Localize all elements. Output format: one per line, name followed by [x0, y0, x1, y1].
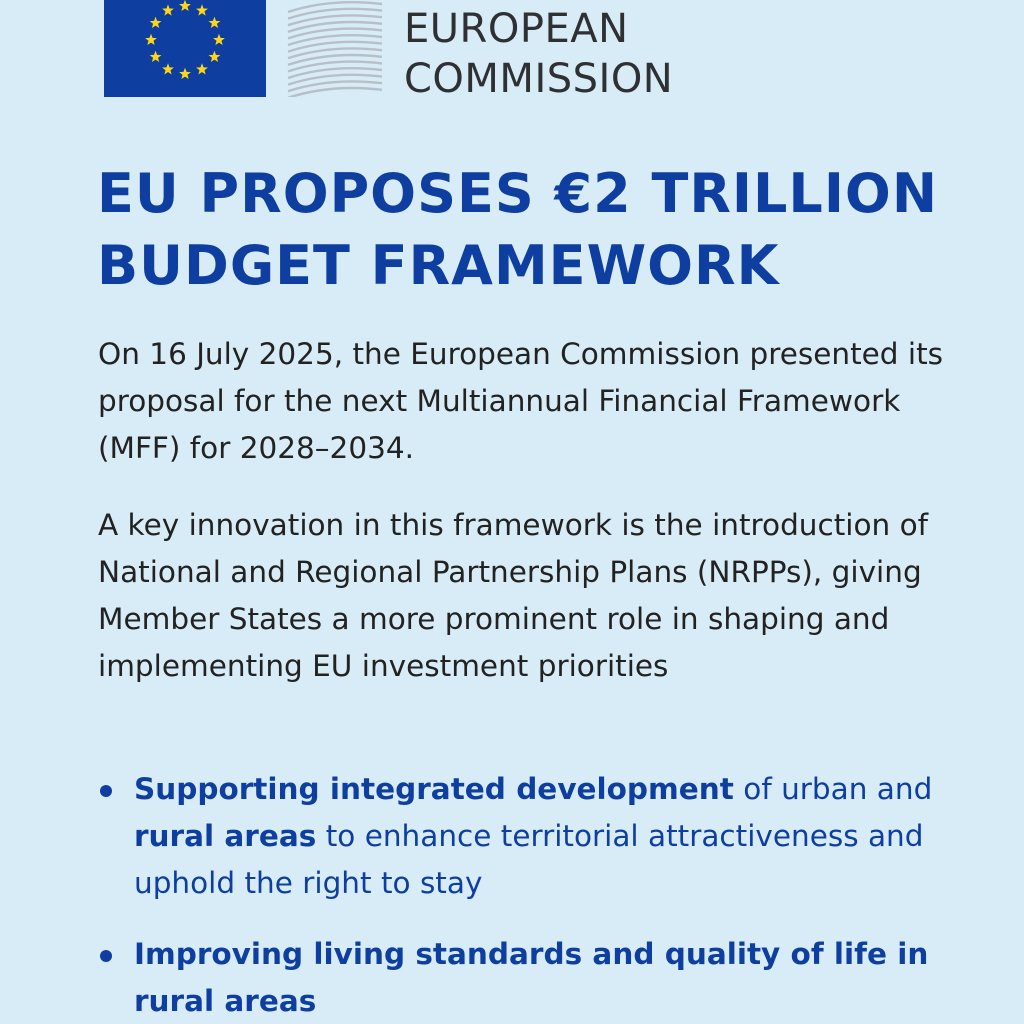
- flag-star: [162, 63, 174, 74]
- headline: EU PROPOSES €2 TRILLION BUDGET FRAMEWORK: [97, 162, 939, 297]
- logo-line-2: COMMISSION: [404, 56, 674, 102]
- bullet-bold: rural areas: [134, 819, 317, 853]
- flag-star: [213, 34, 225, 45]
- flag-star: [209, 51, 221, 62]
- bullet-list: [98, 766, 998, 1024]
- flag-star: [162, 4, 174, 15]
- list-item: [98, 931, 998, 1024]
- flag-star: [209, 17, 221, 28]
- intro-paragraph: On 16 July 2025, the European Commission presented its proposal for the next Multiannual Financial Framework (MFF) for 2028–2034.: [98, 337, 944, 465]
- flag-star: [179, 68, 191, 79]
- bullet-bold: Supporting integrated development: [134, 772, 734, 806]
- flag-star: [150, 51, 162, 62]
- logo-line-1: EUROPEAN: [404, 6, 629, 52]
- bullet-dot-icon: [100, 785, 112, 797]
- flag-star: [196, 63, 208, 74]
- logo-line: [288, 88, 382, 97]
- nrpp-paragraph: A key innovation in this framework is the introduction of National and Regional Partnership Plans (NRPPs), giving Member States a more prominent role in shaping and implementing EU investment priorities: [98, 508, 929, 683]
- bullet-dot-icon: [100, 950, 112, 962]
- flag-star: [145, 34, 157, 45]
- flag-star: [150, 17, 162, 28]
- bullet-bold: Improving living standards and quality of life in rural areas: [134, 937, 929, 1018]
- eu-flag-icon: [104, 0, 266, 97]
- flag-star: [179, 0, 191, 11]
- flag-star: [196, 4, 208, 15]
- bullet-text: to enhance territorial attractiveness and uphold the right to stay: [134, 819, 924, 900]
- bullet-text: of urban and: [733, 772, 933, 806]
- header: [0, 0, 1024, 110]
- european-commission-logo-icon: [286, 0, 384, 97]
- list-item: [98, 766, 998, 907]
